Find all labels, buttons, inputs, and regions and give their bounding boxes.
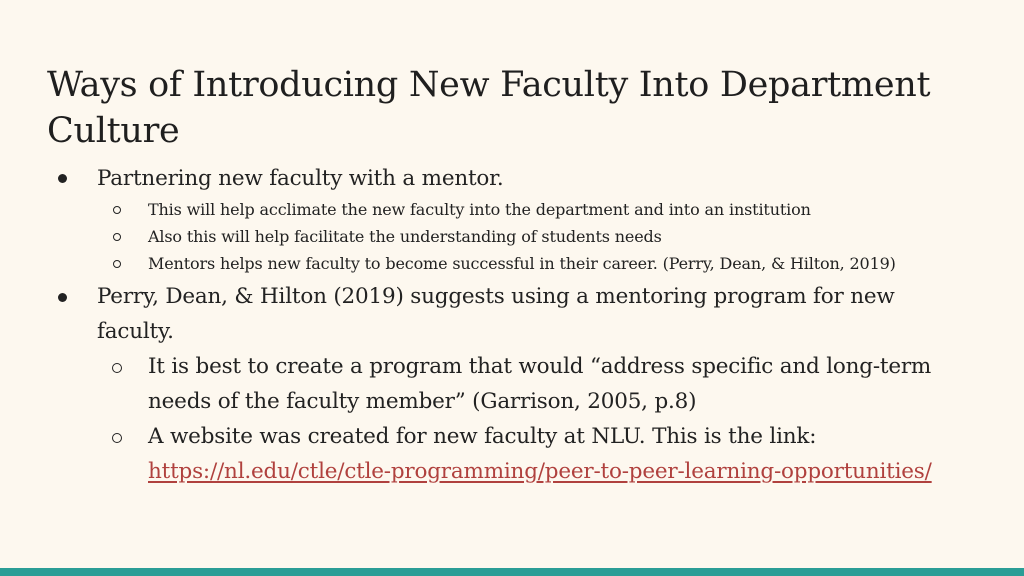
sub-bullet-1-3-text: Mentors helps new faculty to become successful in their career. (Perry, Dean, & Hilton, 2019) bbox=[148, 254, 896, 273]
slide-title: Ways of Introducing New Faculty Into Department Culture bbox=[47, 65, 931, 151]
sub-bullet-2-1-line2: needs of the faculty member” (Garrison, 2005, p.8) bbox=[148, 389, 697, 414]
sub-bullet-circle bbox=[113, 233, 121, 241]
bullet-dot bbox=[58, 293, 67, 302]
sub-bullet-circle bbox=[112, 433, 122, 443]
sub-bullet-2-2-line1: A website was created for new faculty at NLU. This is the link: bbox=[148, 424, 817, 449]
sub-bullet-2-1-line1: It is best to create a program that would “address specific and long-term bbox=[148, 354, 932, 379]
nlu-peer-learning-link[interactable]: https://nl.edu/ctle/ctle-programming/peer-to-peer-learning-opportunities/ bbox=[148, 459, 932, 484]
bullet-1-text: Partnering new faculty with a mentor. bbox=[97, 166, 504, 191]
sub-bullet-circle bbox=[113, 206, 121, 214]
bullet-dot bbox=[58, 174, 67, 183]
sub-bullet-1-1-text: This will help acclimate the new faculty into the department and into an institution bbox=[148, 200, 811, 219]
footer-accent-bar bbox=[0, 568, 1024, 576]
sub-bullet-1-2-text: Also this will help facilitate the understanding of students needs bbox=[148, 227, 662, 246]
sub-bullet-circle bbox=[113, 260, 121, 268]
bullet-2-text-line2: faculty. bbox=[97, 319, 174, 344]
sub-bullet-circle bbox=[112, 363, 122, 373]
bullet-2-text-line1: Perry, Dean, & Hilton (2019) suggests using a mentoring program for new bbox=[97, 284, 895, 309]
